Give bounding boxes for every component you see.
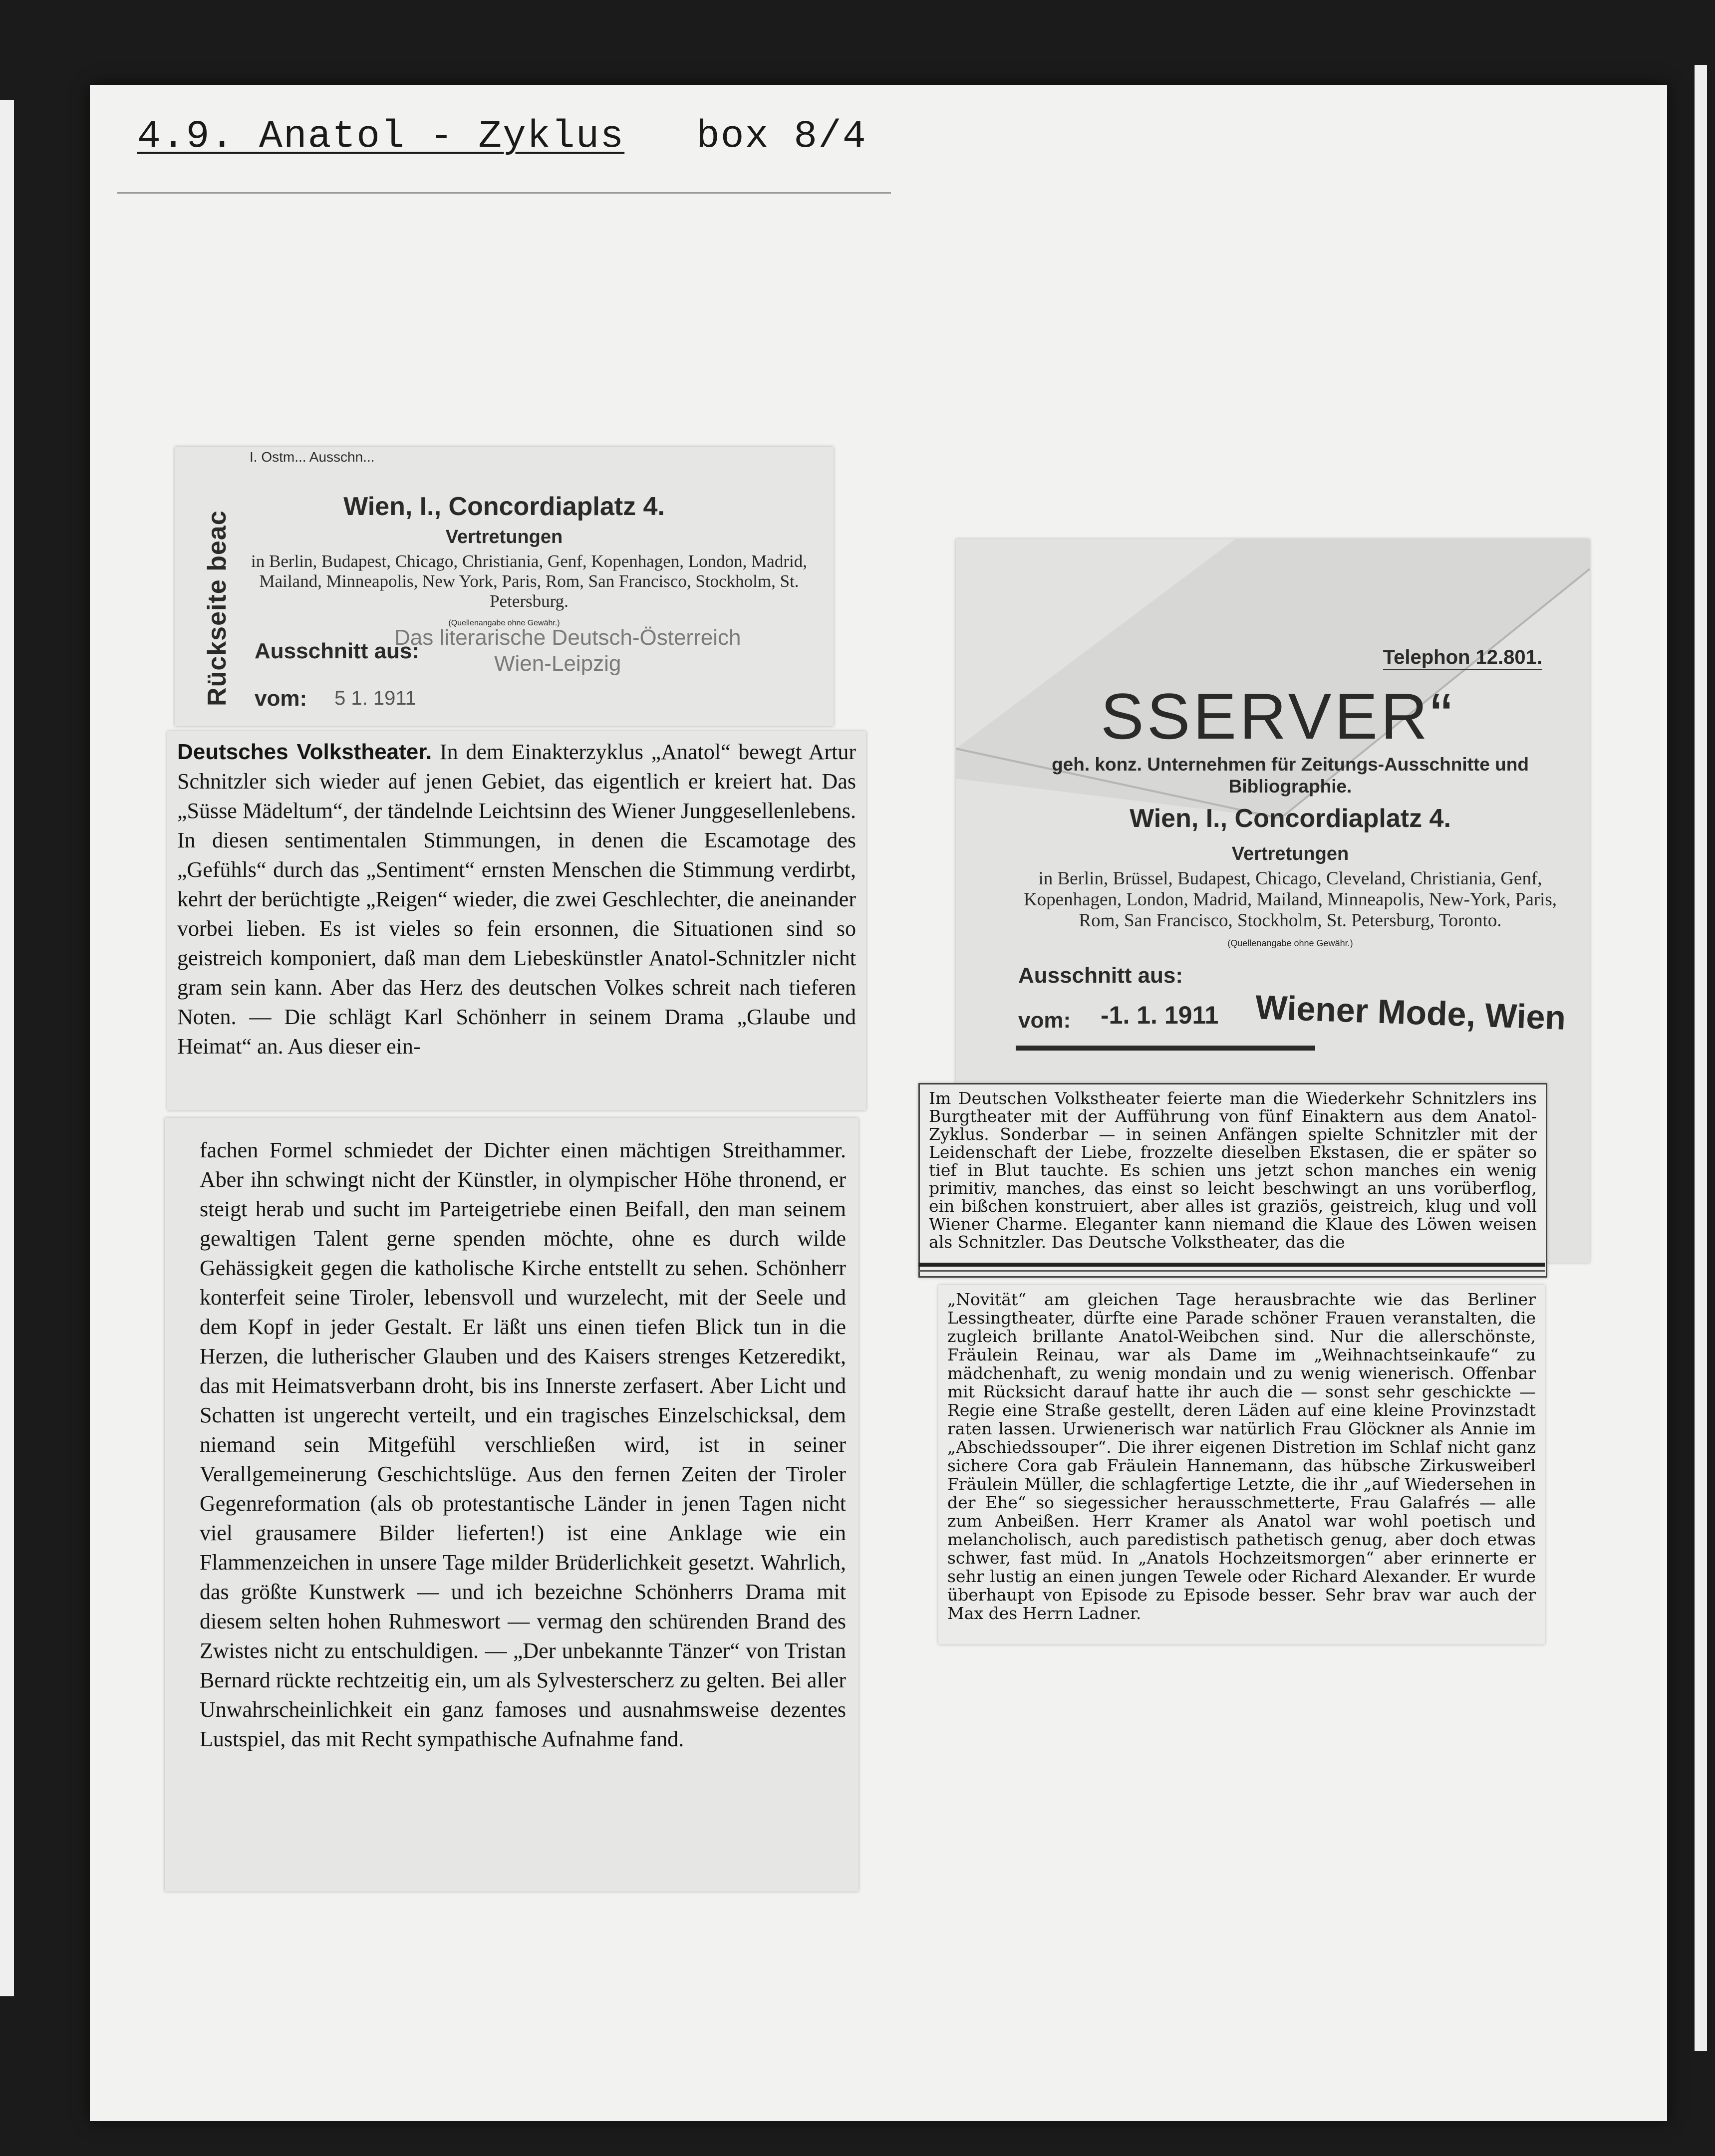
vom-date: 5 1. 1911 bbox=[334, 687, 416, 709]
right-article-part1 bbox=[918, 1083, 1547, 1278]
folder-title: 4.9. Anatol - Zyklus bbox=[137, 115, 625, 159]
agency-address: Wien, I., Concordiaplatz 4. bbox=[343, 492, 665, 521]
vertretungen-heading: Vertretungen bbox=[1231, 843, 1349, 864]
folder-label bbox=[137, 115, 867, 159]
vom-label: vom: bbox=[255, 686, 307, 711]
ausschnitt-label: Ausschnitt aus: bbox=[255, 639, 420, 663]
vom-label: vom: bbox=[1018, 1008, 1071, 1033]
source-disclaimer: (Quellenangabe ohne Gewähr.) bbox=[448, 619, 560, 627]
vom-underline bbox=[1016, 1046, 1315, 1051]
divider-thin bbox=[918, 1270, 1545, 1272]
box-number: box 8/4 bbox=[696, 115, 867, 159]
source-newspaper: Wiener Mode, Wien bbox=[1254, 988, 1567, 1037]
top-fragment: I. Ostm... Ausschn... bbox=[250, 449, 375, 465]
source-disclaimer: (Quellenangabe ohne Gewähr.) bbox=[1227, 938, 1353, 948]
source-stamp-line1: Das literarische Deutsch-Österreich bbox=[394, 625, 741, 650]
agency-address: Wien, I., Concordiaplatz 4. bbox=[1130, 804, 1451, 833]
article-lead: Deutsches Volkstheater. bbox=[177, 740, 432, 764]
divider-thick bbox=[918, 1263, 1545, 1267]
source-stamp-line2: Wien-Leipzig bbox=[494, 651, 621, 676]
left-clipping-header bbox=[175, 447, 834, 726]
right-article-text-part2: „Novität“ am gleichen Tage herausbrachte wie das Berliner Lessingtheater, dürfte eine Parade schöner Frauen veranstalten, die zugleich brillante Anatol-Weibchen sind. Nur die allerschönste, Fräulein Reinau, war als Dame im „Weihnachtseinkaufe“ zu mädchenhaft, zu wenig mondain und zu wenig wienerisch. Offenbar mit Rücksicht darauf hatte ihr auch die — sonst sehr geschickte — Regie eine Straße gestellt, deren Läden auf eine kleine Provinzstadt raten lassen. Urwienerisch war natürlich Frau Glöckner als Annie im „Abschiedssouper“. Die ihrer eigenen Distretion im Schlaf nicht ganz sichere Cora gab Fräulein Hannemann, das hübsche Zirkusweiberl Fräulein Müller, die schlagfertige Letzte, die ihr „auf Wiedersehen in der Ehe“ so siegessicher herausschmetterte, Frau Galafrés — alle zum Anbeißen. Herr Kramer als Anatol war wohl poetisch und melancholisch, auch paredistisch pathetisch genug, aber doch etwas schwer, fast müd. In „Anatols Hochzeitsmorgen“ aber erinnerte er sehr lustig an einen jungen Tewele oder Richard Alexander. Er wurde überhaupt von Episode zu Episode besser. Sehr brav war auch der Max des Herrn Ladner. bbox=[947, 1290, 1536, 1623]
agency-cities: in Berlin, Brüssel, Budapest, Chicago, Cleveland, Christiania, Genf, Kopenhagen, London, Madrid, Mailand, Minneapolis, New-York, Paris, Rom, San Francisco, Stockholm, St. Petersburg, Toronto. bbox=[1023, 868, 1557, 931]
article-text-part2: fachen Formel schmiedet der Dichter einen mächtigen Streithammer. Aber ihn schwingt nicht der Künstler, in olympischer Höhe thronend, er steigt herab und sucht im Parteigetriebe einen Beifall, den man seinem gewaltigen Talent gerne spenden möchte, ohne es durch wilde Gehässigkeit gegen die katholische Kirche entstellt zu sehen. Schönherr konterfeit seine Tiroler, lebensvoll und wurzelecht, mit der Seele und dem Kopf in jeder Gestalt. Er läßt uns einen tiefen Blick tun in die Herzen, die lutherischer Glauben und des Kaisers strenges Ketzeredikt, das mit Heimatsverbann droht, bis ins Innerste zerfasert. Aber Licht und Schatten ist ungerecht verteilt, und ein tragisches Einzelschicksal, dem niemand sein Mitgefühl verschließen wird, ist in seiner Verallgemeinerung Geschichtslüge. Aus den fernen Zeiten der Tiroler Gegenreformation (als ob protestantische Länder in jenen Tagen nicht viel grausamere Bilder lieferten!) ist eine Anklage wie ein Flammenzeichen in unsere Tage milder Brüderlichkeit gesetzt. Wahrlich, das größte Kunstwerk — und ich bezeichne Schönherrs Drama mit diesem selten hohen Ruhmeswort — vermag den schürenden Brand des Zwistes nicht zu entschuldigen. — „Der unbekannte Tänzer“ von Tristan Bernard rückte rechtzeitig ein, um als Sylvesterscherz zu gelten. Bei aller Unwahrscheinlichkeit ein ganz famoses und ausnahmsweise dezentes Lustspiel, das mit Recht sympathische Aufnahme fand. bbox=[200, 1138, 846, 1751]
agency-cities: in Berlin, Budapest, Chicago, Christiania, Genf, Kopenhagen, London, Madrid, Mailand, Minneapolis, New York, Paris, Rom, San Francisco, Stockholm, St. Petersburg. bbox=[251, 551, 807, 611]
right-article-part2 bbox=[938, 1285, 1545, 1644]
right-article-text-part1: Im Deutschen Volkstheater feierte man die Wiederkehr Schnitzlers ins Burgtheater mit der Aufführung von fünf Einaktern aus dem Anatol-Zyklus. Sonderbar — in seinen Anfängen spielte Schnitzler mit der Leidenschaft der Liebe, frozzelte dieselben Ekstasen, die er später so tief in Blut tauchte. Es schien uns jetzt schon manches ein wenig primitiv, manches, das einst so leicht beschwingt an uns vorüberflog, ein bißchen konstruiert, aber alles ist graziös, geistreich, klug und voll Wiener Charme. Eleganter kann niemand die Klaue des Löwen weisen als Schnitzler. Das Deutsche Volkstheater, das die bbox=[929, 1088, 1537, 1252]
left-edge-strip bbox=[0, 100, 14, 1996]
ausschnitt-label: Ausschnitt aus: bbox=[1018, 963, 1183, 988]
vertretungen-heading: Vertretungen bbox=[445, 527, 563, 547]
agency-name: SSERVER“ bbox=[1101, 680, 1455, 753]
left-article-part2 bbox=[165, 1118, 858, 1891]
article-text-part1: In dem Einakterzyklus „Anatol“ bewegt Artur Schnitzler sich wieder auf jenen Gebiet, das eigentlich er kreiert hat. Das „Süsse Mädeltum“, der tändelnde Leichtsinn des Wiener Junggesellenlebens. In diesen sentimentalen Stimmungen, in denen die Escamotage des „Gefühls“ durch das „Sentiment“ ernsten Menschen die Stimmung verdirbt, kehrt der berüchtigte „Reigen“ wieder, die zwei Geschlechter, die aneinander vorbei lieben. Es ist vieles so fein ersonnen, die Situationen sind so geistreich komponiert, daß man dem Liebeskünstler Anatol-Schnitzler nicht gram sein kann. Aber das Herz des deutschen Volkes schreit nach tieferen Noten. — Die schlägt Karl Schönherr in seinem Drama „Glaube und Heimat“ an. Aus dieser ein- bbox=[177, 740, 856, 1059]
vertical-notice: Rückseite beac bbox=[203, 510, 232, 706]
left-article-part1 bbox=[167, 731, 866, 1110]
telephone: Telephon 12.801. bbox=[1383, 646, 1542, 670]
label-divider bbox=[117, 192, 891, 194]
clipping-date: -1. 1. 1911 bbox=[1101, 1001, 1219, 1029]
right-edge-strip bbox=[1695, 65, 1707, 2051]
agency-subtitle: geh. konz. Unternehmen für Zeitungs-Ausschnitte und Bibliographie. bbox=[1052, 754, 1529, 797]
